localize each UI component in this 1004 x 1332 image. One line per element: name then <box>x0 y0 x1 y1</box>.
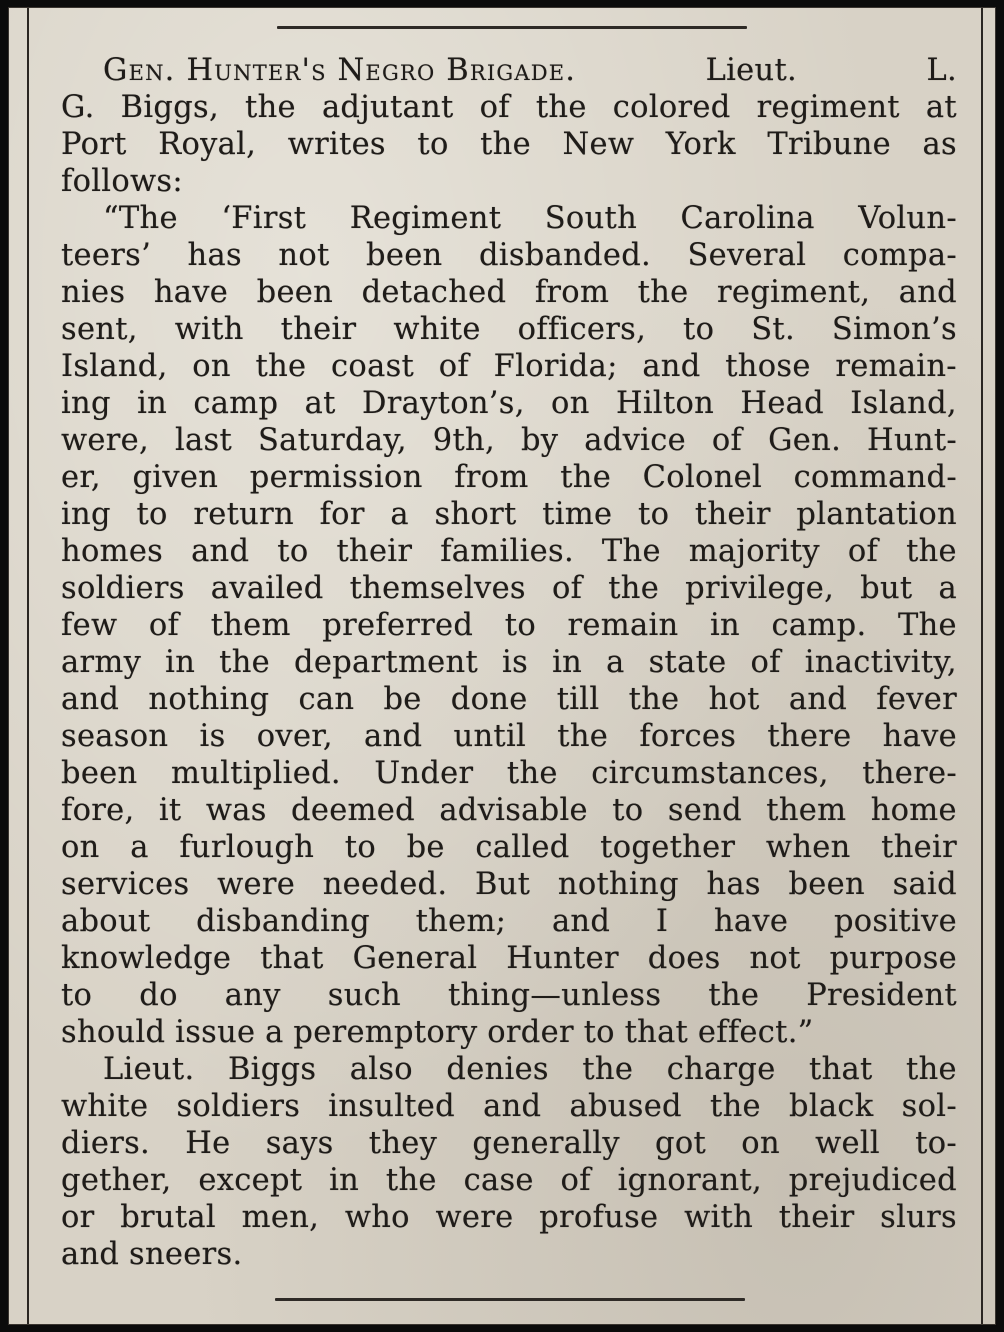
word: to- <box>915 1126 957 1161</box>
word: be <box>383 682 422 717</box>
word: not <box>749 941 801 976</box>
word: fore, <box>61 793 135 828</box>
word: been <box>366 238 443 273</box>
word: on <box>741 1126 780 1161</box>
word: Island, <box>61 349 168 384</box>
word: in <box>710 608 740 643</box>
word: fever <box>876 682 957 717</box>
word: season <box>61 719 169 754</box>
word: that <box>260 941 324 976</box>
article-line <box>61 126 957 163</box>
column-rule-left <box>27 8 29 1324</box>
word: the <box>245 90 296 125</box>
article-line <box>61 348 957 385</box>
word: preferred <box>322 608 474 643</box>
word: has <box>187 238 242 273</box>
word: generally <box>472 1126 620 1161</box>
word: well <box>815 1126 880 1161</box>
word: Several <box>687 238 807 273</box>
word: until <box>453 719 527 754</box>
article-line <box>61 940 957 977</box>
word: on <box>61 830 100 865</box>
bottom-rule <box>275 1298 745 1301</box>
word: and <box>364 719 423 754</box>
word: has <box>706 867 761 902</box>
word: knowledge <box>61 941 232 976</box>
word: together <box>600 830 736 865</box>
word: those <box>725 349 811 384</box>
word: Lieut. <box>103 1052 195 1087</box>
article-line <box>61 977 957 1014</box>
word: the <box>906 1052 957 1087</box>
article-line <box>61 274 957 311</box>
word: Hilton <box>615 386 715 421</box>
word: Gen. <box>768 423 842 458</box>
word: on <box>551 386 590 421</box>
article-line <box>61 829 957 866</box>
column-rule-right <box>981 8 983 1324</box>
word: in <box>137 386 168 421</box>
word: services <box>61 867 190 902</box>
word: G. <box>61 90 95 125</box>
word: insulted <box>328 1089 455 1124</box>
word: the <box>480 127 531 162</box>
word: families. <box>440 534 574 569</box>
article-line <box>61 1088 957 1125</box>
word: charge <box>666 1052 776 1087</box>
article-line <box>61 792 957 829</box>
article-line <box>61 681 957 718</box>
word: coast <box>331 349 415 384</box>
top-rule <box>277 26 747 29</box>
article-line <box>61 903 957 940</box>
word: Biggs <box>227 1052 317 1087</box>
word: with <box>684 1200 754 1235</box>
word: also <box>349 1052 413 1087</box>
article-line <box>61 866 957 903</box>
word: He <box>185 1126 231 1161</box>
word: writes <box>287 127 386 162</box>
word: should <box>61 1015 166 1050</box>
word: black <box>789 1089 874 1124</box>
word: the <box>255 349 307 384</box>
word: positive <box>833 904 957 939</box>
word: state <box>648 645 727 680</box>
word: of <box>438 349 470 384</box>
word: were <box>217 867 296 902</box>
word: issue <box>175 1015 256 1050</box>
article-line <box>61 533 957 570</box>
word: there- <box>862 756 957 791</box>
word: case <box>463 1163 534 1198</box>
article-line <box>61 52 957 89</box>
headline: Gen. Hunter's Negro Brigade. <box>103 53 577 88</box>
word: thing—unless <box>448 978 662 1013</box>
word: Carolina <box>680 201 815 236</box>
word: be <box>406 830 445 865</box>
word: The <box>601 534 661 569</box>
word: furlough <box>179 830 315 865</box>
word: Hunter <box>506 941 619 976</box>
word: nothing <box>557 867 679 902</box>
word: were, <box>61 423 149 458</box>
word: and <box>642 349 701 384</box>
word: a <box>606 645 625 680</box>
article-line <box>61 89 957 126</box>
word: army <box>61 645 142 680</box>
word: of <box>148 608 180 643</box>
word: a <box>938 571 957 606</box>
word: Volun- <box>858 201 957 236</box>
word: them <box>210 608 291 643</box>
article-line <box>61 1236 957 1273</box>
word: been <box>256 275 334 310</box>
word: in <box>165 645 196 680</box>
word: ing <box>61 497 111 532</box>
word: that <box>624 1015 689 1050</box>
word: time <box>542 497 613 532</box>
word: hot <box>708 682 760 717</box>
word: remain- <box>835 349 957 384</box>
word: the <box>385 1163 437 1198</box>
word: a <box>265 1015 284 1050</box>
word: and <box>898 275 957 310</box>
word: that <box>809 1052 873 1087</box>
word: of <box>847 534 879 569</box>
word: circumstances, <box>591 756 829 791</box>
word: except <box>198 1163 303 1198</box>
word: given <box>132 460 219 495</box>
word: deemed <box>291 793 415 828</box>
word: New <box>562 127 635 162</box>
word: disbanding <box>196 904 370 939</box>
word: got <box>655 1126 707 1161</box>
word: their <box>280 312 357 347</box>
word: to <box>136 497 168 532</box>
word: and <box>191 534 250 569</box>
word: majority <box>688 534 820 569</box>
word: such <box>327 978 401 1013</box>
word: can <box>298 682 355 717</box>
word: have <box>713 904 789 939</box>
word: soldiers <box>61 571 185 606</box>
word: South <box>544 201 638 236</box>
article-line <box>61 607 957 644</box>
word: York <box>665 127 736 162</box>
word: Drayton’s, <box>361 386 525 421</box>
article-line <box>61 644 957 681</box>
word: from <box>534 275 610 310</box>
word: when <box>765 830 851 865</box>
word: General <box>352 941 478 976</box>
word: peremptory <box>293 1015 478 1050</box>
article-line <box>61 1014 957 1051</box>
word: to <box>612 793 644 828</box>
word: who <box>344 1200 410 1235</box>
word: send <box>667 793 742 828</box>
word: to <box>344 830 376 865</box>
word: abused <box>569 1089 682 1124</box>
word: do <box>139 978 178 1013</box>
word: er, <box>61 460 101 495</box>
newspaper-clipping <box>8 7 996 1325</box>
word: availed <box>210 571 324 606</box>
word: from <box>454 460 529 495</box>
word: the <box>710 1089 761 1124</box>
article-line <box>61 163 957 200</box>
word: themselves <box>349 571 526 606</box>
word: soldiers <box>176 1089 301 1124</box>
word: Saturday, <box>257 423 407 458</box>
word: diers. <box>61 1126 151 1161</box>
word: have <box>153 275 229 310</box>
word: and <box>788 682 848 717</box>
word: but <box>860 571 913 606</box>
word: and <box>483 1089 542 1124</box>
word: till <box>556 682 600 717</box>
word: have <box>882 719 957 754</box>
word: order <box>487 1015 574 1050</box>
word: President <box>806 978 957 1013</box>
word: to <box>504 608 536 643</box>
word: of <box>551 571 583 606</box>
word: nies <box>61 275 126 310</box>
word: a <box>390 497 409 532</box>
word: or <box>61 1200 95 1235</box>
word: and <box>61 682 120 717</box>
article-line <box>61 718 957 755</box>
word: Port <box>61 127 127 162</box>
word: homes <box>61 534 164 569</box>
word: command- <box>793 460 957 495</box>
word: the <box>628 682 680 717</box>
word: over, <box>256 719 333 754</box>
word: multiplied. <box>170 756 341 791</box>
word: men, <box>241 1200 320 1235</box>
word: the <box>582 1052 634 1087</box>
word: remain <box>567 608 679 643</box>
word: compa- <box>842 238 957 273</box>
word: ‘First <box>221 201 307 236</box>
word: Florida; <box>493 349 618 384</box>
word: at <box>925 90 957 125</box>
word: in <box>552 645 583 680</box>
word: 9th, <box>432 423 495 458</box>
word: said <box>892 867 957 902</box>
article-line <box>61 755 957 792</box>
word: their <box>694 497 771 532</box>
word: home <box>870 793 957 828</box>
word: was <box>205 793 267 828</box>
word: disbanded. <box>478 238 652 273</box>
word: return <box>193 497 294 532</box>
word: of <box>750 645 781 680</box>
word: But <box>475 867 531 902</box>
word: last <box>174 423 233 458</box>
word: of <box>479 90 510 125</box>
word: I <box>655 904 669 939</box>
word: they <box>368 1126 438 1161</box>
word: of <box>560 1163 591 1198</box>
word: Under <box>374 756 474 791</box>
word: Head <box>740 386 824 421</box>
article-body <box>61 52 957 1273</box>
word: to <box>61 978 93 1013</box>
article-line <box>61 1199 957 1236</box>
word: brutal <box>120 1200 216 1235</box>
word: follows: <box>61 164 183 199</box>
word: Biggs, <box>120 90 219 125</box>
article-line <box>61 496 957 533</box>
word: ignorant, <box>617 1163 762 1198</box>
article-line <box>61 422 957 459</box>
word: regiment <box>756 90 900 125</box>
word: advisable <box>439 793 588 828</box>
word: permission <box>249 460 423 495</box>
word: done <box>450 682 528 717</box>
word: nothing <box>148 682 270 717</box>
word: teers’ <box>61 238 152 273</box>
article-line <box>61 1051 957 1088</box>
word: were <box>435 1200 514 1235</box>
article-line <box>61 311 957 348</box>
word: with <box>174 312 244 347</box>
word: the <box>906 534 957 569</box>
word: as <box>922 127 957 162</box>
word: the <box>708 978 760 1013</box>
word: inactivity, <box>804 645 957 680</box>
word: purpose <box>829 941 957 976</box>
word: St. <box>751 312 795 347</box>
word: and <box>551 904 611 939</box>
word: does <box>647 941 721 976</box>
word: for <box>319 497 365 532</box>
word: called <box>475 830 570 865</box>
word: about <box>61 904 151 939</box>
word: to <box>683 312 715 347</box>
word: their <box>778 1200 855 1235</box>
word: them <box>766 793 847 828</box>
article-line <box>61 1162 957 1199</box>
word: short <box>434 497 517 532</box>
word: Lieut. <box>705 53 798 88</box>
word: The <box>897 608 957 643</box>
word: the <box>557 719 609 754</box>
word: the <box>506 756 558 791</box>
word: colored <box>612 90 731 125</box>
word: few <box>61 608 118 643</box>
word: gether, <box>61 1163 172 1198</box>
word: at <box>304 386 336 421</box>
word: the <box>608 571 660 606</box>
word: their <box>881 830 957 865</box>
word: Colonel <box>642 460 763 495</box>
article-line <box>61 570 957 607</box>
word: L. <box>926 53 957 88</box>
word: sent, <box>61 312 138 347</box>
word: by <box>520 423 559 458</box>
word: Hunt- <box>867 423 957 458</box>
word: on <box>192 349 231 384</box>
word: sneers. <box>129 1237 243 1272</box>
word: denies <box>446 1052 549 1087</box>
word: camp <box>193 386 279 421</box>
word: Tribune <box>767 127 891 162</box>
word: the <box>637 275 689 310</box>
word: white <box>61 1089 149 1124</box>
word: officers, <box>517 312 647 347</box>
word: plantation <box>796 497 957 532</box>
article-line <box>61 459 957 496</box>
article-line <box>61 385 957 422</box>
word: adjutant <box>321 90 454 125</box>
word: prejudiced <box>788 1163 957 1198</box>
word: detached <box>361 275 507 310</box>
word: sol- <box>901 1089 957 1124</box>
word: department <box>294 645 479 680</box>
word: of <box>711 423 743 458</box>
word: to <box>277 534 309 569</box>
word: regiment, <box>717 275 871 310</box>
word: forces <box>639 719 737 754</box>
word: Simon’s <box>831 312 957 347</box>
word: to <box>417 127 449 162</box>
word: it <box>158 793 182 828</box>
word: the <box>560 460 612 495</box>
word: is <box>502 645 529 680</box>
word: advice <box>584 423 686 458</box>
word: white <box>393 312 481 347</box>
word: “The <box>103 201 178 236</box>
word: privilege, <box>685 571 835 606</box>
word: needed. <box>322 867 448 902</box>
word: a <box>130 830 149 865</box>
word: their <box>336 534 413 569</box>
article-line <box>61 1125 957 1162</box>
word: ing <box>61 386 111 421</box>
word: in <box>329 1163 360 1198</box>
word: to <box>638 497 670 532</box>
word: them; <box>415 904 507 939</box>
word: Royal, <box>158 127 257 162</box>
word: slurs <box>880 1200 957 1235</box>
word: been <box>61 756 138 791</box>
word: there <box>767 719 852 754</box>
word: any <box>224 978 281 1013</box>
word: not <box>278 238 330 273</box>
article-line <box>61 237 957 274</box>
word: been <box>788 867 865 902</box>
word: to <box>583 1015 615 1050</box>
word: the <box>219 645 271 680</box>
word: and <box>61 1237 120 1272</box>
word: the <box>535 90 587 125</box>
word: Island, <box>850 386 957 421</box>
article-line <box>61 200 957 237</box>
word: says <box>265 1126 334 1161</box>
word: profuse <box>539 1200 659 1235</box>
word: effect.” <box>697 1015 814 1050</box>
word: Regiment <box>349 201 502 236</box>
word: camp. <box>771 608 867 643</box>
word: is <box>199 719 226 754</box>
